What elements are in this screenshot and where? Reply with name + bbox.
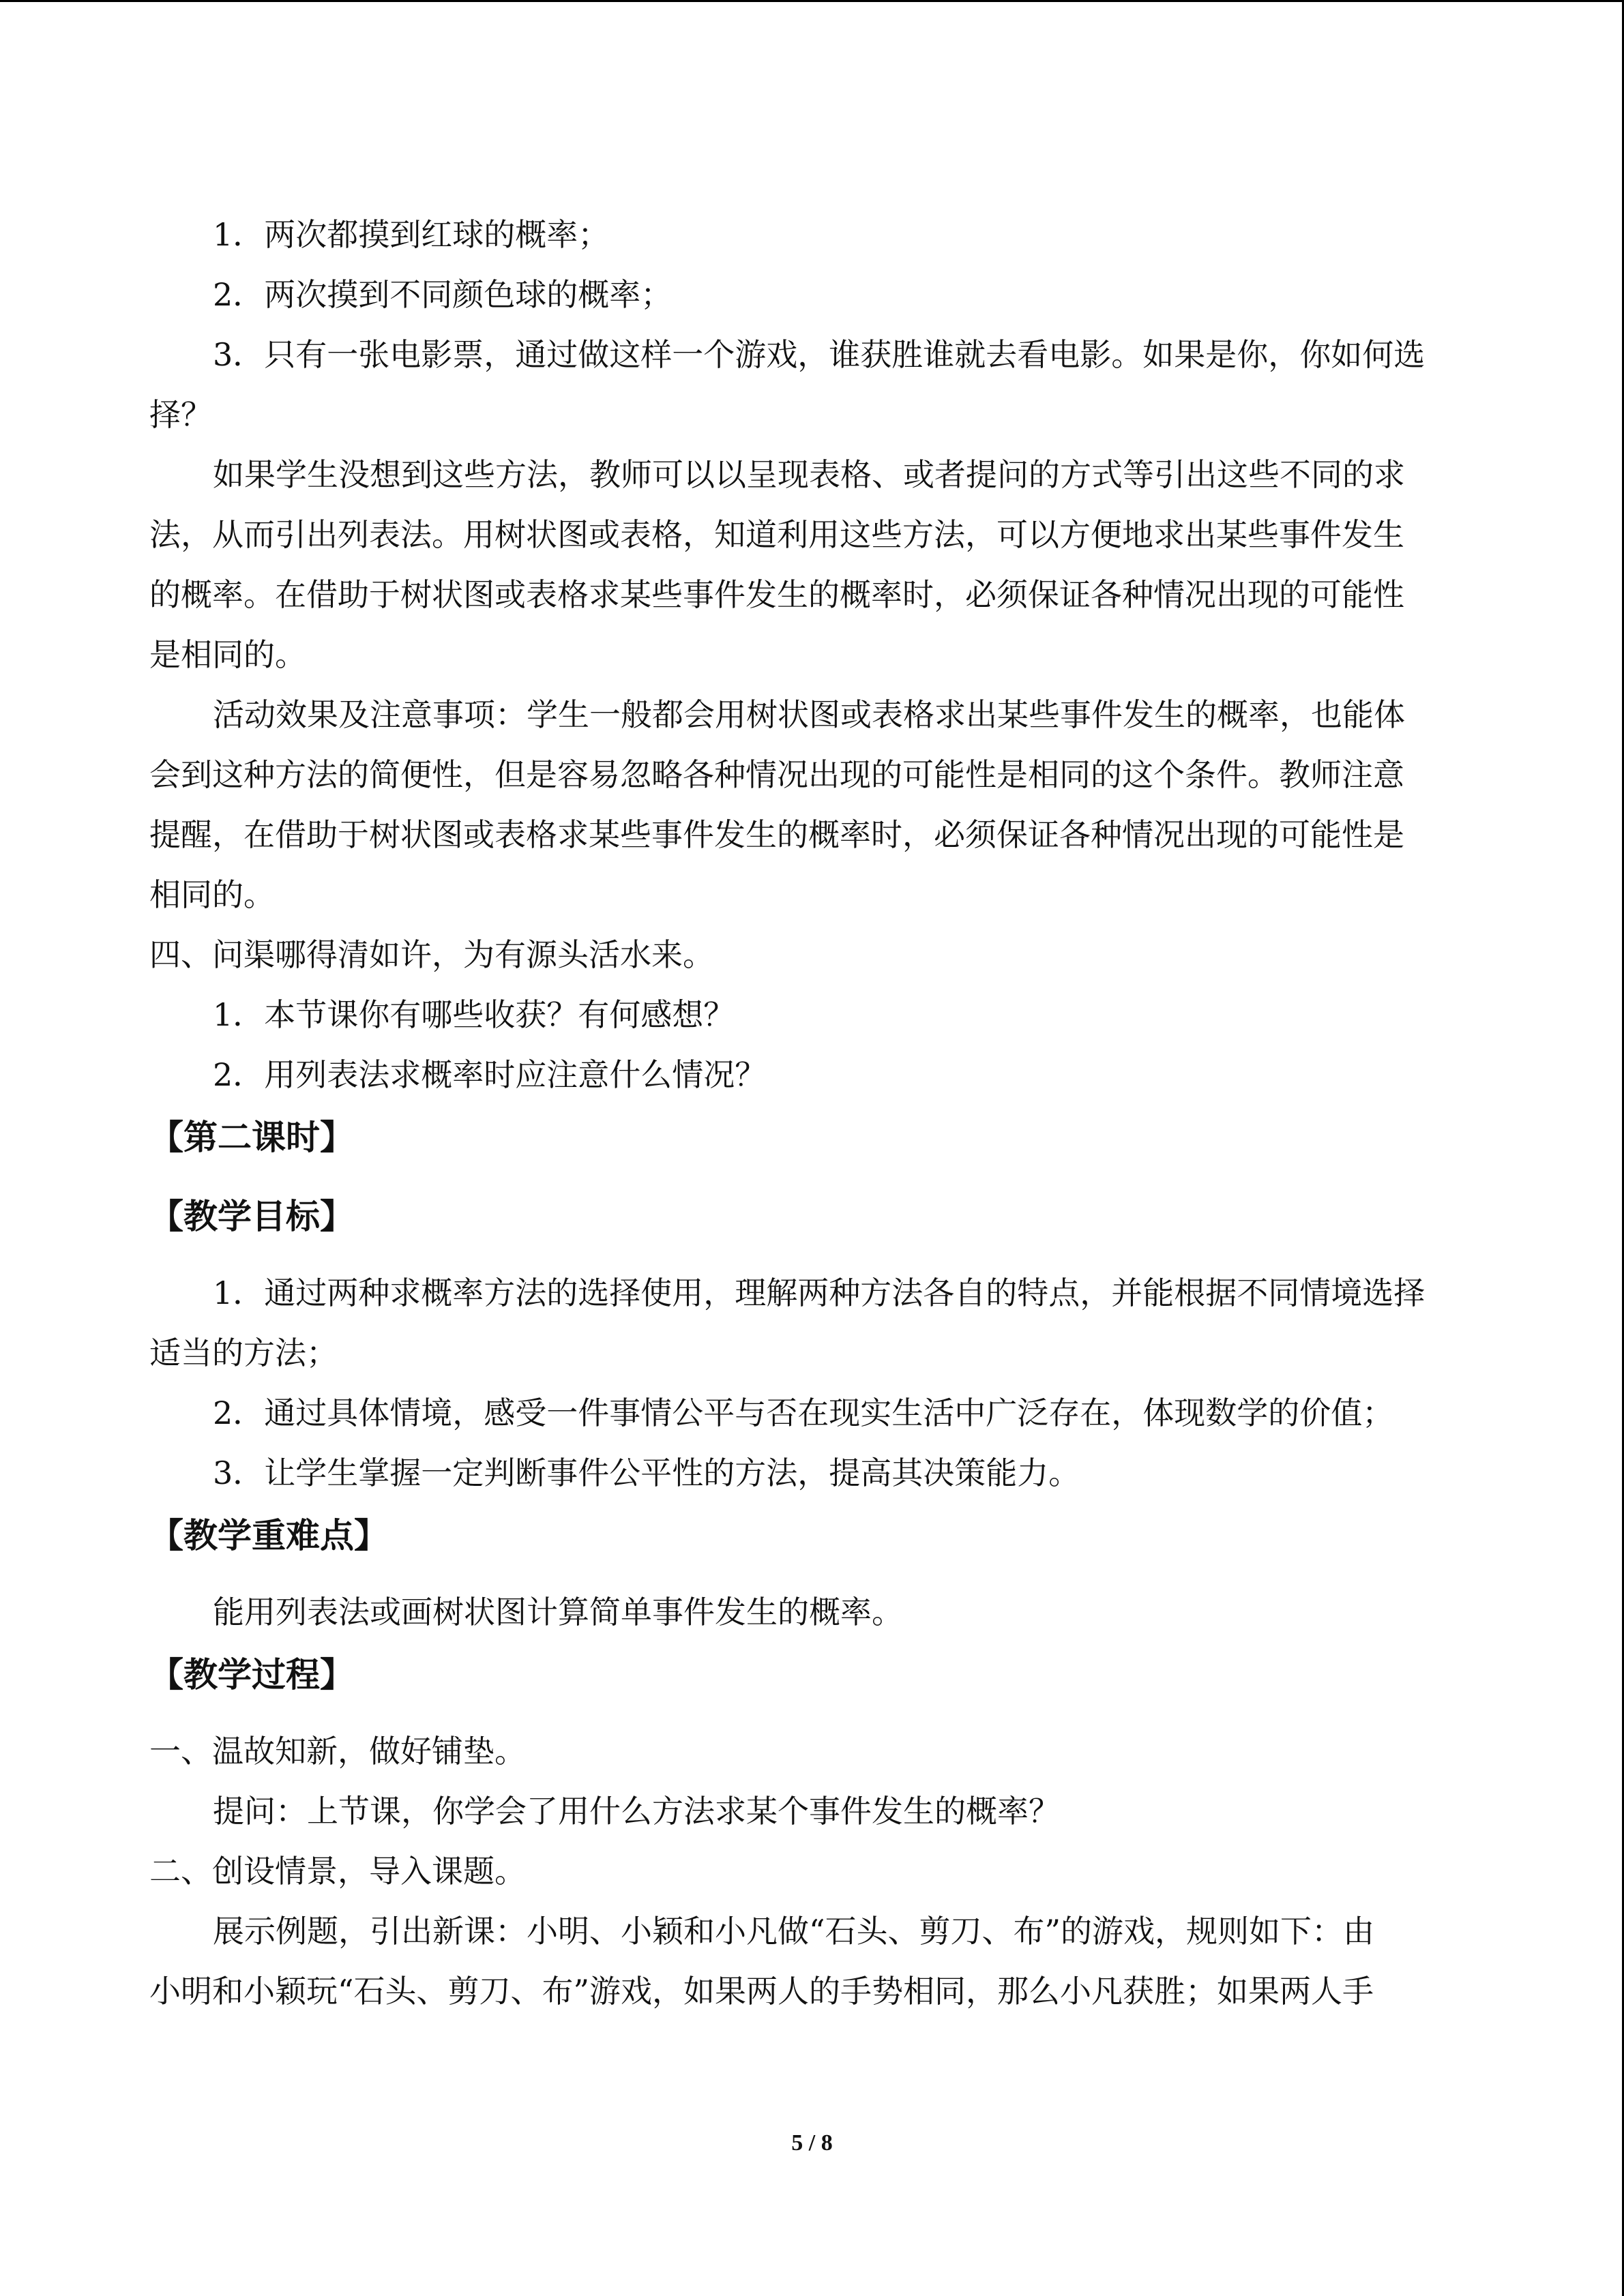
page-number: 5 / 8 (791, 2130, 833, 2156)
list-item: 3．只有一张电影票，通过做这样一个游戏，谁获胜谁就去看电影。如果是你，你如何选 (213, 336, 1426, 373)
text-line: 择？ (149, 396, 212, 433)
text-line: 提醒，在借助于树状图或表格求某些事件发生的概率时，必须保证各种情况出现的可能性是 (149, 816, 1404, 853)
heading-teaching-goals: 【教学目标】 (149, 1197, 354, 1236)
list-item: 1．本节课你有哪些收获？有何感想？ (213, 996, 735, 1033)
text-line: 法，从而引出列表法。用树状图或表格，知道利用这些方法，可以方便地求出某些事件发生 (149, 516, 1404, 553)
text-line: 相同的。 (149, 876, 275, 913)
text-line: 是相同的。 (149, 636, 306, 673)
paragraph-start: 活动效果及注意事项：学生一般都会用树状图或表格求出某些事件发生的概率，也能体 (213, 696, 1405, 733)
list-item: 2．用列表法求概率时应注意什么情况？ (213, 1056, 767, 1093)
heading-key-difficulties: 【教学重难点】 (149, 1516, 388, 1555)
heading-teaching-process: 【教学过程】 (149, 1655, 354, 1695)
paragraph-start: 如果学生没想到这些方法，教师可以以呈现表格、或者提问的方式等引出这些不同的求 (213, 456, 1405, 493)
list-item: 1．通过两种求概率方法的选择使用，理解两种方法各自的特点，并能根据不同情境选择 (213, 1274, 1426, 1311)
text-line: 小明和小颖玩“石头、剪刀、布”游戏，如果两人的手势相同，那么小凡获胜；如果两人手 (149, 1973, 1374, 2010)
paragraph-start: 能用列表法或画树状图计算简单事件发生的概率。 (213, 1594, 903, 1630)
paragraph-start: 提问：上节课，你学会了用什么方法求某个事件发生的概率？ (213, 1793, 1060, 1830)
list-item: 2．通过具体情境，感受一件事情公平与否在现实生活中广泛存在，体现数学的价值； (213, 1395, 1394, 1431)
text-line: 会到这种方法的简便性，但是容易忽略各种情况出现的可能性是相同的这个条件。教师注意 (149, 756, 1404, 793)
paragraph-start: 展示例题，引出新课：小明、小颖和小凡做“石头、剪刀、布”的游戏，规则如下：由 (213, 1913, 1375, 1950)
list-item: 1．两次都摸到红球的概率； (213, 216, 610, 253)
text-line: 的概率。在借助于树状图或表格求某些事件发生的概率时，必须保证各种情况出现的可能性 (149, 576, 1404, 613)
list-item: 3．让学生掌握一定判断事件公平性的方法，提高其决策能力。 (213, 1455, 1080, 1491)
section-title: 二、创设情景，导入课题。 (149, 1853, 526, 1890)
document-page (149, 205, 1475, 2021)
heading-second-lesson: 【第二课时】 (149, 1118, 354, 1157)
page-border-top (0, 0, 1624, 2)
list-item: 2．两次摸到不同颜色球的概率； (213, 276, 673, 313)
text-line: 适当的方法； (149, 1335, 338, 1371)
section-title: 一、温故知新，做好铺垫。 (149, 1733, 526, 1770)
section-title: 四、问渠哪得清如许，为有源头活水来。 (149, 936, 714, 973)
